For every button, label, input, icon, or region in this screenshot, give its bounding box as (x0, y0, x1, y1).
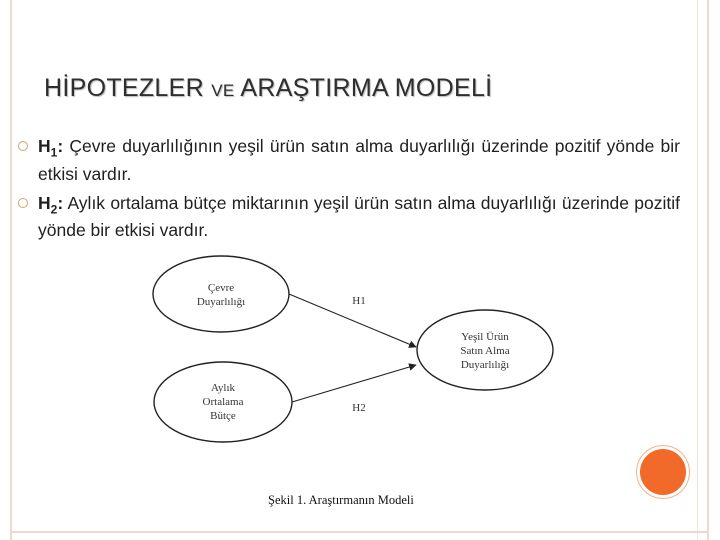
hypothesis-1-text: Çevre duyarlılığının yeşil ürün satın alma duyarlılığı üzerinde pozitif yönde bir etkisi vardır. (38, 136, 680, 184)
bullet-ring-icon (18, 141, 28, 151)
bullet-ring-icon (18, 198, 28, 208)
node-yesil-label: Yeşil Ürün Satın Alma Duyarlılığı (460, 331, 510, 371)
title-part1: HİPOTEZLER (44, 74, 212, 102)
hypothesis-2 (18, 193, 680, 242)
hypothesis-1-label: $H_1$: (38, 136, 64, 160)
slide-title (44, 74, 492, 103)
frame-left-line (10, 0, 12, 540)
research-model-diagram (140, 248, 560, 518)
title-small: VE (211, 81, 235, 100)
hypothesis-2-label: $H_2$: (38, 192, 64, 216)
arrow-h2-label: H2 (352, 402, 366, 414)
decorative-orange-circle (640, 449, 686, 495)
hypothesis-2-text: Aylık ortalama bütçe miktarının yeşil ürün satın alma duyarlılığı üzerinde pozitif yönde bir etkisi vardır. (38, 192, 680, 240)
frame-right-line (707, 0, 709, 540)
node-butce-label: Aylık Ortalama Bütçe (202, 382, 244, 422)
title-part2: ARAŞTIRMA MODELİ (234, 74, 493, 102)
node-cevre-label: Çevre Duyarlılığı (196, 282, 246, 308)
arrow-h2 (292, 365, 416, 402)
hypothesis-1 (18, 136, 680, 185)
figure-caption: Şekil 1. Araştırmanın Modeli (268, 493, 414, 507)
hypotheses-list (18, 136, 680, 249)
arrow-h1-label: H1 (352, 295, 366, 307)
frame-right-inner-line (697, 0, 698, 540)
frame-bottom-line (10, 531, 709, 533)
